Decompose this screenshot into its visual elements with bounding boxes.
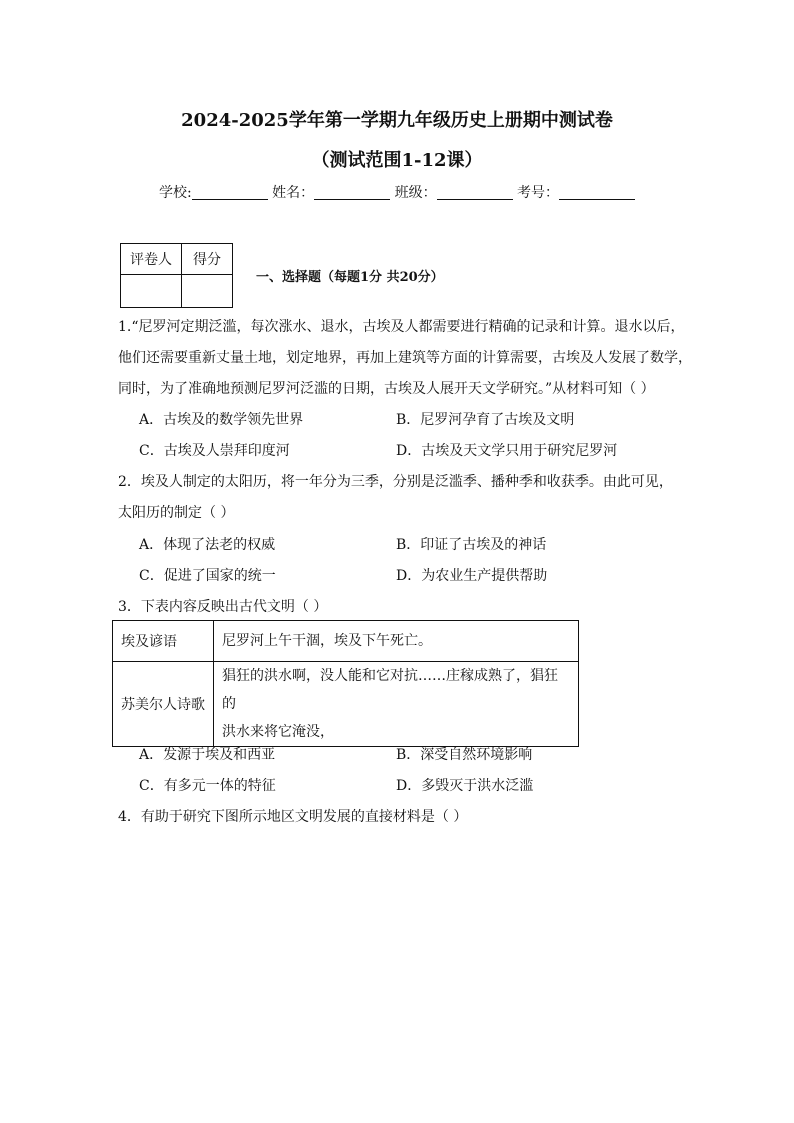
q2-option-d[interactable]: D．为农业生产提供帮助 — [396, 568, 548, 584]
number-label: 考号： — [517, 185, 560, 201]
q1-line-2: 他们还需要重新丈量土地，划定地界，再加上建筑等方面的计算需要，古埃及人发展了数学， — [118, 350, 692, 366]
q3-option-a[interactable]: A．发源于埃及和西亚 — [139, 747, 276, 763]
q3-option-b[interactable]: B．深受自然环境影响 — [396, 747, 533, 763]
q3-option-c[interactable]: C．有多元一体的特征 — [139, 778, 276, 794]
score-header: 得分 — [182, 244, 233, 275]
exam-title: 2024-2025学年第一学期九年级历史上册期中测试卷 — [181, 110, 613, 131]
q2-option-c[interactable]: C．促进了国家的统一 — [139, 568, 276, 584]
student-info-line — [0, 182, 794, 202]
q1-option-c[interactable]: C．古埃及人崇拜印度河 — [139, 443, 290, 459]
q1-option-a[interactable]: A．古埃及的数学领先世界 — [139, 412, 304, 428]
class-blank[interactable] — [437, 185, 513, 200]
q3-option-d[interactable]: D．多毁灭于洪水泛滥 — [396, 778, 534, 794]
score-cell[interactable] — [182, 275, 233, 308]
q2-option-b[interactable]: B．印证了古埃及的神话 — [396, 537, 547, 553]
q3-table-label-egypt: 埃及谚语 — [113, 621, 214, 662]
q1-option-d[interactable]: D．古埃及天文学只用于研究尼罗河 — [396, 443, 618, 459]
score-table — [120, 243, 233, 308]
q2-line-2: 太阳历的制定（ ） — [118, 505, 235, 521]
q1-option-b[interactable]: B．尼罗河孕育了古埃及文明 — [396, 412, 575, 428]
q3-sumer-line-1: 猖狂的洪水啊，没人能和它对抗……庄稼成熟了，猖狂的 — [222, 668, 558, 712]
school-label: 学校: — [158, 185, 192, 201]
name-blank[interactable] — [314, 185, 390, 200]
grader-header: 评卷人 — [121, 244, 182, 275]
q3-table-text-egypt: 尼罗河上午干涸，埃及下午死亡。 — [214, 621, 579, 662]
q3-table — [112, 620, 579, 747]
number-blank[interactable] — [559, 185, 635, 200]
q2-option-a[interactable]: A．体现了法老的权威 — [139, 537, 276, 553]
q3-stem: 3．下表内容反映出古代文明（ ） — [118, 599, 328, 615]
q3-table-text-sumer — [214, 662, 579, 747]
q3-table-label-sumer: 苏美尔人诗歌 — [113, 662, 214, 747]
q4-stem: 4．有助于研究下图所示地区文明发展的直接材料是（ ） — [118, 809, 468, 825]
exam-subtitle: （测试范围1-12课） — [311, 150, 483, 171]
q1-line-3: 同时，为了准确地预测尼罗河泛滥的日期，古埃及人展开天文学研究。”从材料可知（ ） — [118, 381, 655, 397]
q3-sumer-line-2: 洪水来将它淹没， — [222, 724, 334, 740]
school-blank[interactable] — [192, 185, 268, 200]
grader-cell[interactable] — [121, 275, 182, 308]
class-label: 班级： — [394, 185, 437, 201]
q1-line-1: 1.“尼罗河定期泛滥，每次涨水、退水，古埃及人都需要进行精确的记录和计算。退水以后， — [118, 319, 685, 335]
q2-line-1: 2．埃及人制定的太阳历，将一年分为三季，分别是泛滥季、播种季和收获季。由此可见， — [118, 474, 673, 490]
name-label: 姓名： — [272, 185, 315, 201]
section-heading: 一、选择题（每题1分 共20分） — [256, 270, 444, 285]
